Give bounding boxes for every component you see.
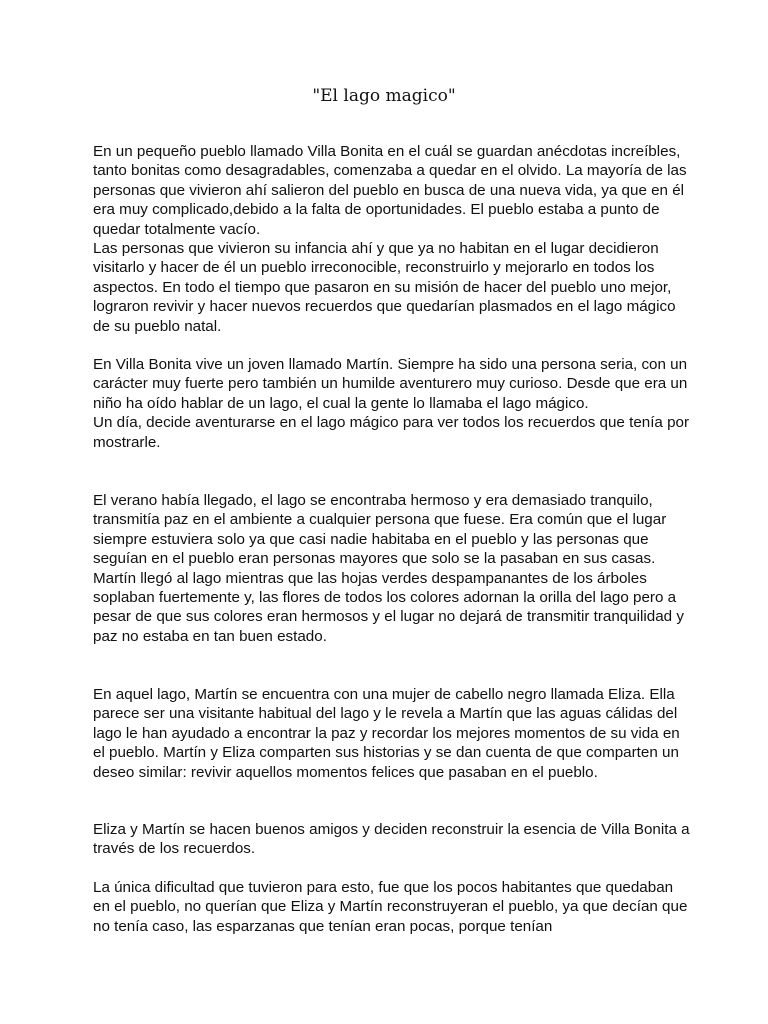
paragraph-6: La única dificultad que tuvieron para esto, fue que los pocos habitantes que quedaban en el pueblo, no querían que Eliza y Martín reconstruyeran el pueblo, ya que decían que no tenía caso, las esparzanas que tenían eran pocas, porque tenían (93, 879, 688, 935)
document-title: "El lago magico" (312, 86, 456, 106)
paragraph-5: Eliza y Martín se hacen buenos amigos y deciden reconstruir la esencia de Villa Bonita a través de los recuerdos. (93, 821, 690, 858)
paragraph-3: El verano había llegado, el lago se encontraba hermoso y era demasiado tranquilo, transmitía paz en el ambiente a cualquier persona que fuese. Era común que el lugar siempre estuviera solo ya que casi nadie habitaba en el pueblo y las personas que seguían en el pueblo eran personas mayores que solo se la pasaban en sus casas. Martín llegó al lago mientras que las hojas verdes despampanantes de los árboles soplaban fuertemente y, las flores de todos los colores adornan la orilla del lago pero a pesar de que sus colores eran hermosos y el lugar no dejará de transmitir tranquilidad y paz no estaba en tan buen estado. (93, 492, 684, 645)
paragraph-2: En Villa Bonita vive un joven llamado Martín. Siempre ha sido una persona seria, con un carácter muy fuerte pero también un humilde aventurero muy curioso. Desde que era un niño ha oído hablar de un lago, el cual la gente lo llamaba el lago mágico. Un día, decide aventurarse en el lago mágico para ver todos los recuerdos que tenía por mostrarle. (93, 356, 690, 451)
paragraph-1: En un pequeño pueblo llamado Villa Bonita en el cuál se guardan anécdotas increíbles, tanto bonitas como desagradables, comenzaba a quedar en el olvido. La mayoría de las personas que vivieron ahí salieron del pueblo en busca de una nueva vida, ya que en él era muy complicado,debido a la falta de oportunidades. El pueblo estaba a punto de quedar totalmente vacío. Las personas que vivieron su infancia ahí y que ya no habitan en el lugar decidieron visitarlo y hacer de él un pueblo irreconocible, reconstruirlo y mejorarlo en todos los aspectos. En todo el tiempo que pasaron en su misión de hacer del pueblo uno mejor, lograron revivir y hacer nuevos recuerdos que quedarían plasmados en el lago mágico de su pueblo natal. (93, 143, 687, 335)
paragraph-4: En aquel lago, Martín se encuentra con una mujer de cabello negro llamada Eliza. Ella parece ser una visitante habitual del lago y le revela a Martín que las aguas cálidas del lago le han ayudado a encontrar la paz y recordar los mejores momentos de su vida en el pueblo. Martín y Eliza comparten sus historias y se dan cuenta de que comparten un deseo similar: revivir aquellos momentos felices que pasaban en el pueblo. (93, 686, 680, 781)
